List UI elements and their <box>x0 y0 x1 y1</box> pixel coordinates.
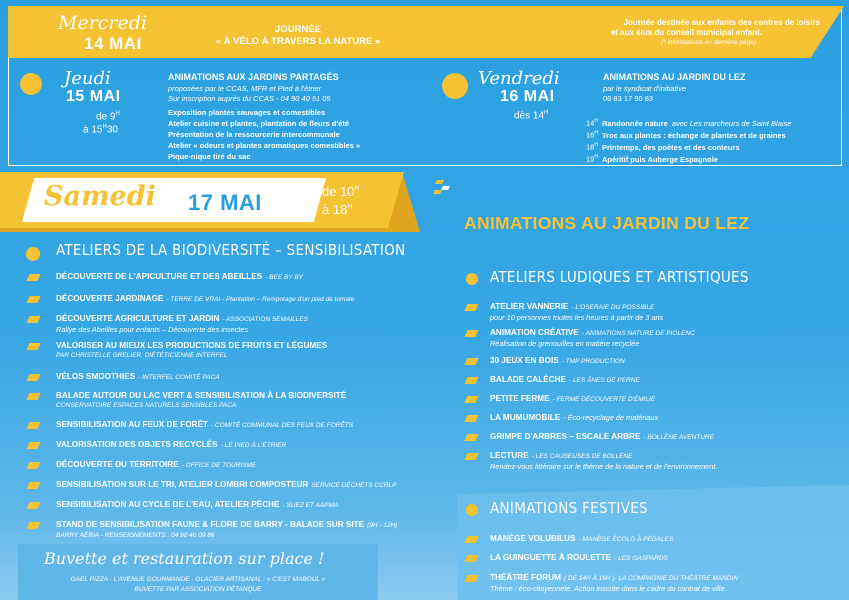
jeudi-item-2: Présentation de la ressourcerie intercommunale <box>168 130 340 139</box>
right-heading-dot <box>466 273 478 285</box>
samedi-time-1: de $10^H$ <box>322 184 360 199</box>
left-item: VÉLOS SMOOTHIES - INTERFEL COMITÉ PACA <box>56 372 220 381</box>
jeudi-title: ANIMATIONS AUX JARDINS PARTAGÉS <box>168 72 339 82</box>
left-item: STAND DE SENSIBILISATION FAUNE & FLORE DE BARRY - BALADE SUR SITE (9H - 12H) BARRY AÉRIA - RENSEIGNEMENTS : 04 90 40 09 86 <box>56 520 398 539</box>
festives-heading-dot <box>466 504 478 516</box>
bullet-icon <box>464 434 478 441</box>
bullet-icon <box>26 393 40 400</box>
bullet-icon <box>464 304 478 311</box>
left-item: DÉCOUVERTE AGRICULTURE ET JARDIN - ASSOCIATION SEMAILLES Rallye des Abeilles pour enfants – Découverte des insectes <box>56 314 308 334</box>
left-heading-dot <box>26 247 40 261</box>
right-item: LECTURE - LES CAUSEUSES DE BOLLÈNE Rendez-vous littéraire sur le thème de la nature et de l'environnement. <box>490 451 718 471</box>
vendredi-date: 16 MAI <box>500 88 555 105</box>
left-item: SENSIBILISATION AU FEUX DE FORÊT - COMITÉ COMMUNAL DES FEUX DE FORÊTS <box>56 420 354 429</box>
bullet-icon <box>464 358 478 365</box>
bullet-icon <box>26 442 40 449</box>
mercredi-note-1: Journée destinée aux enfants des centres de loisirs <box>623 18 820 27</box>
jeudi-item-1: Atelier cuisine et plantes, plantation de fleurs d'été <box>168 119 349 128</box>
samedi-date: 17 MAI <box>188 190 262 215</box>
right-title: ANIMATIONS AU JARDIN DU LEZ <box>464 213 750 233</box>
bullet-icon <box>464 396 478 403</box>
bullet-icon <box>26 502 40 509</box>
mercredi-journee-2: « À VÉLO À TRAVERS LA NATURE » <box>215 36 381 47</box>
left-item: SENSIBILISATION SUR LE TRI, ATELIER LOMBRI COMPOSTEUR SERVICE DÉCHETS CCRLP <box>56 480 397 489</box>
jeudi-sub-2: Sur inscription auprès du CCAS - 04 90 40 51 05 <box>168 94 331 103</box>
left-item: DÉCOUVERTE DU TERRITOIRE - OFFICE DE TOURISME <box>56 460 257 469</box>
left-item: SENSIBILISATION AU CYCLE DE L'EAU, ATELIER PÊCHE - SUEZ ET AAPMA <box>56 500 339 509</box>
bullet-icon <box>26 343 40 350</box>
mercredi-journee-1: JOURNÉE <box>275 24 321 35</box>
vendredi-title: ANIMATIONS AU JARDIN DU LEZ <box>603 72 746 82</box>
jeudi-date: 15 MAI <box>66 88 121 105</box>
buvette-title: Buvette et restauration sur place ! <box>44 549 325 568</box>
bullet-icon <box>464 330 478 337</box>
left-item: VALORISATION DES OBJETS RECYCLÉS - LE PIED À L'ÉTRIER <box>56 440 287 449</box>
jeudi-item-0: Exposition plantes sauvages et comestibles <box>168 108 326 117</box>
right-item: PETITE FERME - FERME DÉCOUVERTE D'ÉMILIE <box>490 394 656 403</box>
right-item: LA MUMUMOBILE - Éco-recyclage de matériaux <box>490 413 659 422</box>
left-item: DÉCOUVERTE JARDINAGE - TERRE DE VRAI - Plantation – Rempotage d'un pied de tomate <box>56 294 355 303</box>
vendredi-sub-2: 06 83 17 90 83 <box>603 94 654 103</box>
right-item: 30 JEUX EN BOIS - TMP PRODUCTION <box>490 356 625 365</box>
mercredi-day: Mercredi <box>58 12 147 34</box>
right-heading: ATELIERS LUDIQUES ET ARTISTIQUES <box>490 268 749 286</box>
mercredi-date: 14 MAI <box>84 34 142 53</box>
bullet-icon <box>26 316 40 323</box>
deco-squares <box>432 180 452 200</box>
vendredi-day: Vendredi <box>478 68 560 89</box>
festives-item: LA GUINGUETTE À ROULETTE - LES GASPARDS <box>490 553 668 562</box>
festives-item: MANÈGE VOLUBILUS - MANÈGE ÉCOLO À PÉDALES <box>490 534 674 543</box>
bullet-icon <box>26 296 40 303</box>
jeudi-dot <box>20 73 42 95</box>
vendredi-item-2: $18^H$ Printemps, des poètes et des conteurs <box>586 142 740 152</box>
mercredi-note-3: (* informations en dernière page) <box>660 39 756 46</box>
bullet-icon <box>26 422 40 429</box>
vendredi-item-3: $19^H$ Apéritif puis Auberge Espagnole <box>586 154 718 164</box>
bullet-icon <box>464 377 478 384</box>
vendredi-dot <box>442 73 468 99</box>
bullet-icon <box>464 415 478 422</box>
bullet-icon <box>26 274 40 281</box>
bullet-icon <box>26 522 40 529</box>
left-item: DÉCOUVERTE DE L'APICULTURE ET DES ABEILLES - BEE BY BY <box>56 272 304 281</box>
right-item: ATELIER VANNERIE - L'OSERAIE DU POSSIBLE pour 10 personnes toutes les heures à partir de 3 ans <box>490 302 664 322</box>
mercredi-note-2: et aux élus du conseil municipal enfant. <box>610 28 762 37</box>
festives-item: THÉÂTRE FORUM ( DE 14H À 16H )- LA COMPAGNIE DU THÉÂTRE MANDIN Thème : éco-citoyenneté. Action inscrite dans le cadre du contrat de ville. <box>490 573 739 593</box>
jeudi-item-4: Pique-nique tiré du sac <box>168 152 251 161</box>
right-item: BALADE CALÈCHE - LES ÂNES DE PERNE <box>490 375 640 384</box>
jeudi-time-1: de $9^H$ <box>96 111 120 123</box>
samedi-day: Samedi <box>44 181 156 212</box>
samedi-time-2: à $18^H$ <box>322 202 353 217</box>
vendredi-item-1: $16^H$ Troc aux plantes : échange de plantes et de graines <box>586 130 786 140</box>
jeudi-time-2: à $15^H30$ <box>83 124 118 136</box>
right-item: GRIMPE D'ARBRES – ESCALE ARBRE - BOLLÈNE AVENTURE <box>490 432 714 441</box>
left-heading: ATELIERS DE LA BIODIVERSITÉ – SENSIBILISATION <box>56 241 406 259</box>
bullet-icon <box>26 482 40 489</box>
jeudi-sub-1: proposées par le CCAS, MFR et Pied à l'étrier <box>168 84 322 93</box>
left-item: BALADE AUTOUR DU LAC VERT & SENSIBILISATION À LA BIODIVERSITÉ CONSERVATOIRE ESPACES NATURELS SENSIBLES PACA <box>56 391 347 409</box>
vendredi-time: dès $14^H$ <box>514 110 549 122</box>
left-item: VALORISER AU MIEUX LES PRODUCTIONS DE FRUITS ET LÉGUMES PAR CHRISTELLE GRELIER, DIÉTÉTICIENNE INTERFEL <box>56 341 328 359</box>
bullet-icon <box>464 453 478 460</box>
vendredi-item-0: $14^H$ Randonnée nature avec Les marcheurs de Saint Blaise <box>586 118 792 128</box>
jeudi-item-3: Atelier « odeurs et plantes aromatiques comestibles » <box>168 141 361 150</box>
vendredi-sub-1: par le syndicat d'initiative <box>603 84 687 93</box>
festives-heading: ANIMATIONS FESTIVES <box>490 499 648 517</box>
bullet-icon <box>26 462 40 469</box>
buvette-line-2: BUVETTE PAR ASSOCIATION PÉTANQUE <box>134 586 262 593</box>
right-item: ANIMATION CRÉATIVE - ANIMATIONS NATURE DE PIOLENC Réalisation de grenouilles en matière recyclée <box>490 328 695 348</box>
bullet-icon <box>26 374 40 381</box>
jeudi-day: Jeudi <box>64 68 111 89</box>
buvette-line-1: GAEL PIZZA · L'AVENUE GOURMANDE · GLACIER ARTISANAL : « C'EST MABOUL » <box>70 576 326 583</box>
